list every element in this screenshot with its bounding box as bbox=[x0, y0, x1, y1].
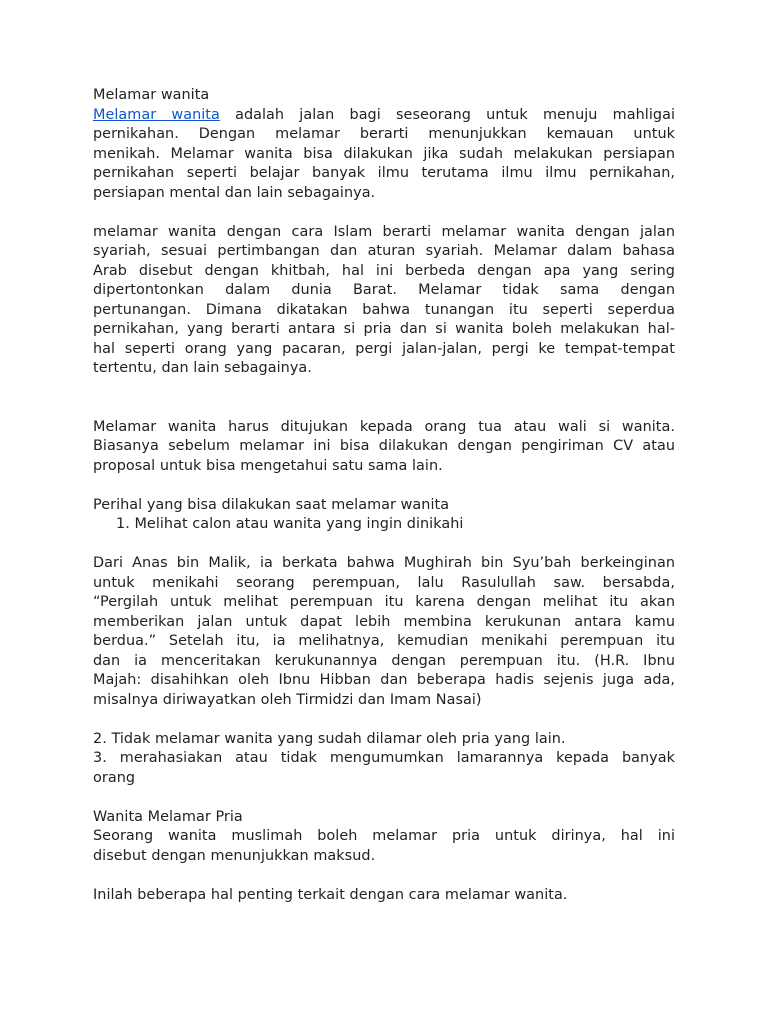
paragraph-line: dan ia menceritakan kerukunannya dengan perempuan itu. (H.R. Ibnu bbox=[93, 652, 675, 669]
paragraph-line: Dari Anas bin Malik, ia berkata bahwa Mughirah bin Syu’bah berkeinginan bbox=[93, 555, 675, 571]
line-text: adalah jalan bagi seseorang untuk menuju mahligai bbox=[219, 106, 675, 123]
document-page bbox=[93, 86, 675, 905]
paragraph-line: “Pergilah untuk melihat perempuan itu karena dengan melihat itu akan bbox=[93, 594, 675, 610]
paragraph-perihal bbox=[93, 496, 675, 535]
list-item: 1. Melihat calon atau wanita yang ingin dinikahi bbox=[116, 516, 464, 532]
paragraph-line: Seorang wanita muslimah boleh melamar pria untuk dirinya, hal ini bbox=[93, 828, 675, 844]
paragraph-line: Melamar wanita harus ditujukan kepada orang tua atau wali si wanita. bbox=[93, 418, 675, 435]
paragraph-line: memberikan jalan untuk dapat lebih membina kerukunan antara kamu bbox=[93, 613, 675, 630]
paragraph-hadith bbox=[93, 554, 675, 710]
paragraph-line: pernikahan, yang berarti antara si pria dan si wanita boleh melakukan hal- bbox=[93, 321, 675, 337]
paragraph-line: Arab disebut dengan khitbah, hal ini berbeda dengan apa yang sering bbox=[93, 262, 675, 279]
paragraph-line: Majah: disahihkan oleh Ibnu Hibban dan beberapa hadis sejenis juga ada, bbox=[93, 672, 675, 688]
paragraph-line: syariah, sesuai pertimbangan dan aturan syariah. Melamar dalam bahasa bbox=[93, 243, 675, 259]
section-heading: Wanita Melamar Pria bbox=[93, 808, 243, 825]
paragraph-line: berdua.” Setelah itu, ia melihatnya, kemudian menikahi perempuan itu bbox=[93, 633, 675, 649]
paragraph-line bbox=[93, 106, 675, 126]
paragraph-line: menikah. Melamar wanita bisa dilakukan jika sudah melakukan persiapan bbox=[93, 145, 675, 162]
paragraph-line: pernikahan seperti belajar banyak ilmu terutama ilmu ilmu pernikahan, bbox=[93, 165, 675, 181]
paragraph-line: dipertontonkan dalam dunia Barat. Melamar tidak sama dengan bbox=[93, 282, 675, 298]
paragraph-closing bbox=[93, 886, 675, 906]
paragraph-line: disebut dengan menunjukkan maksud. bbox=[93, 847, 376, 864]
paragraph-islam bbox=[93, 223, 675, 379]
paragraph-wanita-melamar bbox=[93, 808, 675, 867]
paragraph-line: proposal untuk bisa mengetahui satu sama lain. bbox=[93, 457, 443, 474]
section-heading: Perihal yang bisa dilakukan saat melamar wanita bbox=[93, 496, 450, 513]
paragraph-line: untuk menikahi seorang perempuan, lalu Rasulullah saw. bersabda, bbox=[93, 574, 675, 591]
paragraph-line: Inilah beberapa hal penting terkait dengan cara melamar wanita. bbox=[93, 886, 568, 903]
melamar-wanita-link[interactable]: Melamar wanita bbox=[93, 106, 220, 123]
paragraph-line: pertunangan. Dimana dikatakan bahwa tunangan itu seperti seperdua bbox=[93, 301, 675, 318]
paragraph-points bbox=[93, 730, 675, 789]
paragraph-line: tertentu, dan lain sebagainya. bbox=[93, 360, 312, 376]
paragraph-line: misalnya diriwayatkan oleh Tirmidzi dan Imam Nasai) bbox=[93, 691, 482, 708]
paragraph-line: hal seperti orang yang pacaran, pergi jalan-jalan, pergi ke tempat-tempat bbox=[93, 340, 675, 357]
list-item: 3. merahasiakan atau tidak mengumumkan lamarannya kepada banyak bbox=[93, 750, 675, 766]
list-item-continuation: orang bbox=[93, 769, 136, 786]
paragraph-wali bbox=[93, 418, 675, 477]
paragraph-line: Biasanya sebelum melamar ini bisa dilakukan dengan pengiriman CV atau bbox=[93, 438, 675, 454]
paragraph-intro bbox=[93, 106, 675, 204]
paragraph-line: persiapan mental dan lain sebagainya. bbox=[93, 184, 376, 201]
paragraph-line: pernikahan. Dengan melamar berarti menunjukkan kemauan untuk bbox=[93, 126, 675, 142]
document-title: Melamar wanita bbox=[93, 87, 210, 103]
paragraph-line: melamar wanita dengan cara Islam berarti melamar wanita dengan jalan bbox=[93, 223, 675, 240]
list-item: 2. Tidak melamar wanita yang sudah dilamar oleh pria yang lain. bbox=[93, 730, 566, 747]
